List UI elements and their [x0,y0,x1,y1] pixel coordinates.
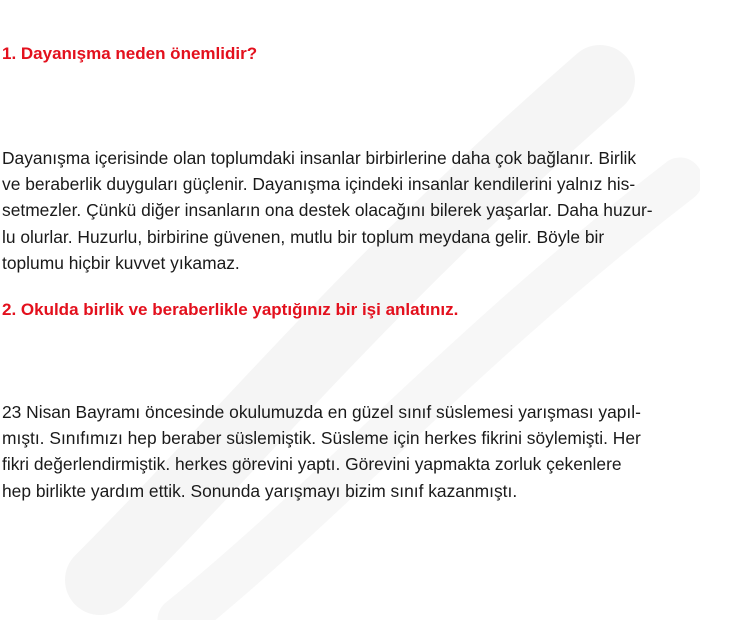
answer-1-line: ve beraberlik duyguları güçlenir. Dayanışma içindeki insanlar kendilerini yalnız his- [2,174,636,195]
answer-2-line: fikri değerlendirmiştik. herkes görevini yaptı. Görevini yapmakta zorluk çekenlere [2,454,622,475]
answer-2-line: 23 Nisan Bayramı öncesinde okulumuzda en güzel sınıf süslemesi yarışması yapıl- [2,402,641,422]
answer-1-line: setmezler. Çünkü diğer insanların ona destek olacağını bilerek yaşarlar. Daha huzur- [2,200,653,221]
watermark-graphic [40,20,700,620]
answer-1-line: lu olurlar. Huzurlu, birbirine güvenen, mutlu bir toplum meydana gelir. Böyle bir [2,226,605,247]
question-1: 1. Dayanışma neden önemlidir? [2,44,258,63]
answer-2-line: hep birlikte yardım ettik. Sonunda yarışmayı bizim sınıf kazanmıştı. [2,480,518,501]
question-2: 2. Okulda birlik ve beraberlikle yaptığınız bir işi anlatınız. [2,300,459,319]
answer-1 [2,145,653,276]
answer-1-line: toplumu hiçbir kuvvet yıkamaz. [2,252,240,273]
answer-1-line: Dayanışma içerisinde olan toplumdaki insanlar birbirlerine daha çok bağlanır. Birlik [2,148,637,168]
answer-2-line: mıştı. Sınıfımızı hep beraber süslemiştik. Süsleme için herkes fikrini söylemişti. Her [2,428,641,449]
answer-2 [2,399,641,504]
